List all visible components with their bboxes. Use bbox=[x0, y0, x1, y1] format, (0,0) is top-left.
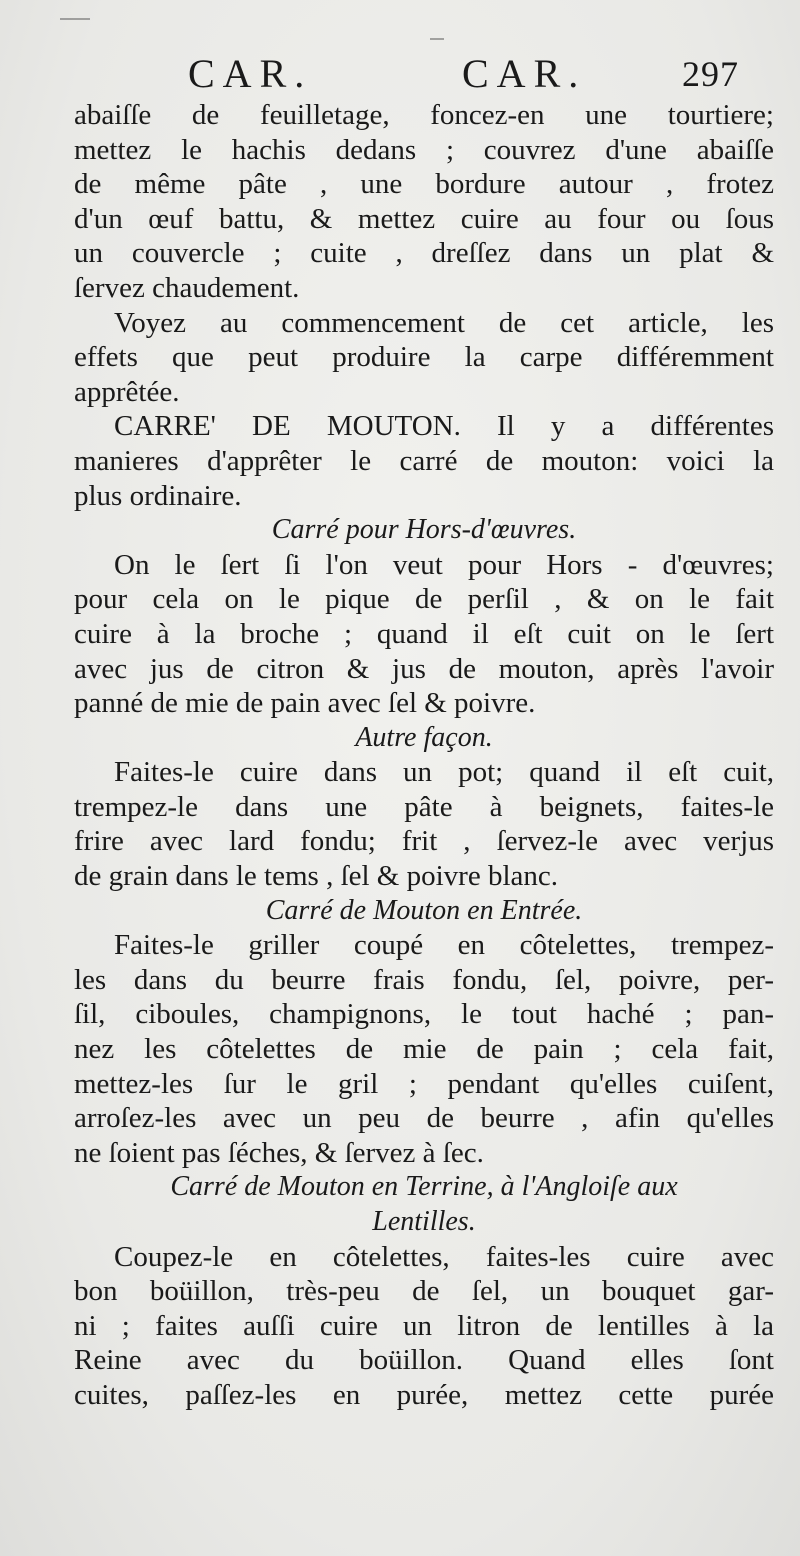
section-heading: Carré pour Hors-d'œuvres. bbox=[271, 514, 577, 546]
text-line: nez les côtelettes de mie de pain ; cela fait, bbox=[74, 1033, 774, 1066]
text-line: ſil, ciboules, champignons, le tout haché ; pan- bbox=[74, 998, 774, 1031]
ink-mark bbox=[60, 18, 90, 20]
section-heading: Carré de Mouton en Terrine, à l'Angloiſe aux bbox=[170, 1171, 678, 1203]
text-line: bon boüillon, très-peu de ſel, un bouquet gar- bbox=[74, 1275, 774, 1308]
text-line: On le ſert ſi l'on veut pour Hors - d'œuvres; bbox=[114, 548, 774, 581]
text-line: effets que peut produire la carpe différemment bbox=[74, 341, 774, 374]
text-line: Faites-le cuire dans un pot; quand il eſt cuit, bbox=[114, 756, 774, 789]
text-line: plus ordinaire. bbox=[74, 479, 242, 512]
text-line: apprêtée. bbox=[74, 375, 180, 408]
body-text bbox=[74, 98, 774, 1413]
text-line: Faites-le griller coupé en côtelettes, trempez- bbox=[114, 929, 774, 962]
text-line: de grain dans le tems , ſel & poivre blanc. bbox=[74, 860, 558, 893]
text-line: Reine avec du boüillon. Quand elles ſont bbox=[74, 1344, 774, 1377]
section-heading: Lentilles. bbox=[372, 1206, 476, 1237]
section-heading: Carré de Mouton en Entrée. bbox=[265, 894, 583, 926]
section-heading: Autre façon. bbox=[355, 721, 493, 753]
text-line: Voyez au commencement de cet article, les bbox=[114, 306, 774, 339]
text-line: d'un œuf battu, & mettez cuire au four ou ſous bbox=[74, 202, 774, 235]
running-head-left: CAR. bbox=[188, 51, 313, 96]
text-line: de même pâte , une bordure autour , frotez bbox=[74, 168, 774, 201]
text-line: ſervez chaudement. bbox=[74, 271, 300, 304]
text-line: Coupez-le en côtelettes, faites-les cuire avec bbox=[114, 1240, 774, 1273]
text-line: cuire à la broche ; quand il eſt cuit on le ſert bbox=[74, 617, 774, 650]
text-line: mettez-les ſur le gril ; pendant qu'elles cuiſent, bbox=[74, 1067, 774, 1100]
text-line: panné de mie de pain avec ſel & poivre. bbox=[74, 687, 536, 720]
text-line: abaiſſe de feuilletage, foncez-en une tourtiere; bbox=[74, 99, 774, 131]
text-line: ne ſoient pas ſéches, & ſervez à ſec. bbox=[74, 1136, 484, 1169]
text-line: cuites, paſſez-les en purée, mettez cette purée bbox=[74, 1378, 774, 1411]
text-line: manieres d'apprêter le carré de mouton: voici la bbox=[74, 444, 774, 477]
running-head bbox=[0, 48, 800, 100]
text-line: frire avec lard fondu; frit , ſervez-le avec verjus bbox=[74, 825, 774, 858]
text-line: CARRE' DE MOUTON. Il y a différentes bbox=[114, 410, 774, 443]
running-head-center: CAR. bbox=[462, 51, 587, 96]
text-line: pour cela on le pique de perſil , & on le fait bbox=[74, 583, 774, 616]
text-line: trempez-le dans une pâte à beignets, faites-le bbox=[74, 790, 774, 823]
text-line: avec jus de citron & jus de mouton, après l'avoir bbox=[74, 652, 774, 685]
text-line: les dans du beurre frais fondu, ſel, poivre, per- bbox=[74, 963, 774, 996]
text-line: arroſez-les avec un peu de beurre , afin qu'elles bbox=[74, 1102, 774, 1135]
text-line: un couvercle ; cuite , dreſſez dans un plat & bbox=[74, 237, 774, 270]
page-number: 297 bbox=[682, 54, 739, 94]
text-line: mettez le hachis dedans ; couvrez d'une abaiſſe bbox=[74, 133, 774, 166]
text-line: ni ; faites auſſi cuire un litron de lentilles à la bbox=[74, 1309, 774, 1342]
ink-mark bbox=[430, 38, 444, 40]
